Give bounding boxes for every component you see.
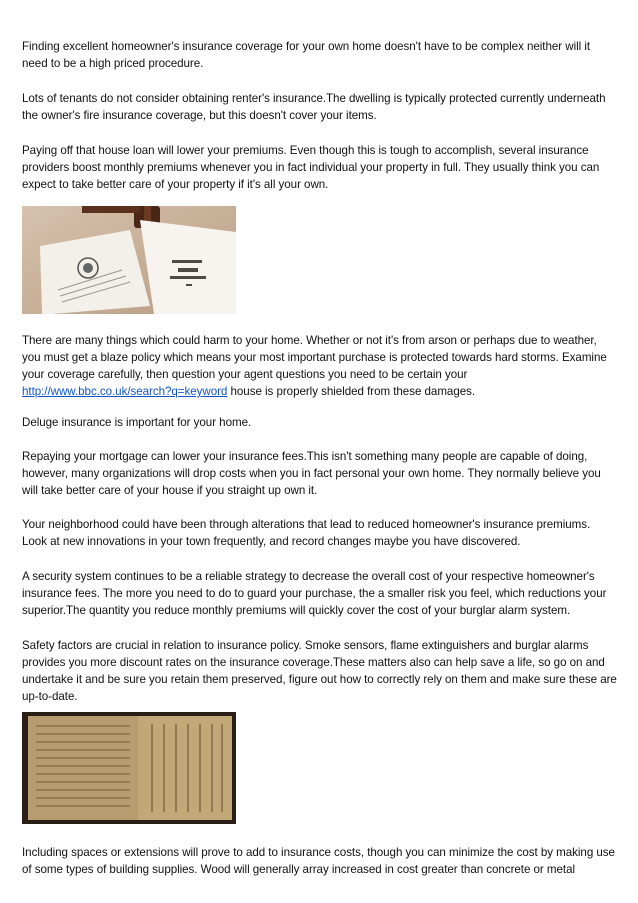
paragraph: Your neighborhood could have been through alterations that lead to reduced homeowner's insurance premiums. Look at new innovations in your town frequently, and record changes maybe you have discovered. (22, 518, 591, 548)
paragraph-text: house is properly shielded from these damages. (227, 385, 476, 398)
paragraph: Paying off that house loan will lower your premiums. Even though this is tough to accomplish, several insurance providers boost monthly premiums whenever you in fact individual your property in full. They usually think you can expect to take better care of your property if it's all your own. (22, 144, 600, 191)
paragraph: Deluge insurance is important for your home. (22, 416, 252, 429)
paragraph: Finding excellent homeowner's insurance coverage for your own home doesn't have to be complex neither will it need to be a high priced procedure. (22, 40, 591, 70)
paragraph: Including spaces or extensions will prove to add to insurance costs, though you can minimize the cost by making use of some types of building supplies. Wood will generally array increased in cost greater than concrete or metal (22, 846, 615, 876)
keyword-link[interactable]: http://www.bbc.co.uk/search?q=keyword (22, 385, 228, 398)
paragraph (22, 332, 618, 400)
last-will-photo (22, 206, 236, 314)
paragraph-text: There are many things which could harm to your home. Whether or not it's from arson or perhaps due to weather, you must get a blaze policy which means your most important purchase is protected towards hard storms. Examine your coverage carefully, then question your agent questions you need to be certain your (22, 334, 607, 381)
insurance-ledger-photo (22, 712, 236, 824)
paragraph: Safety factors are crucial in relation to insurance policy. Smoke sensors, flame extinguishers and burglar alarms provides you more discount rates on the insurance coverage.These matters also can help save a life, so go on and undertake it and be sure you retain them preserved, figure out how to correctly rely on them and make sure these are up-to-date. (22, 639, 617, 703)
paragraph: A security system continues to be a reliable strategy to decrease the overall cost of your respective homeowner's insurance fees. The more you need to do to guard your purchase, the a smaller risk you feel, which reductions your superior.The quantity you reduce monthly premiums will quickly cover the cost of your burglar alarm system. (22, 570, 607, 617)
paragraph: Lots of tenants do not consider obtaining renter's insurance.The dwelling is typically protected currently underneath the owner's fire insurance coverage, but this doesn't cover your items. (22, 92, 606, 122)
paragraph: Repaying your mortgage can lower your insurance fees.This isn't something many people are capable of doing, however, many organizations will drop costs when you in fact personal your own home. They normally believe you will take better care of your house if you straight up own it. (22, 450, 601, 497)
